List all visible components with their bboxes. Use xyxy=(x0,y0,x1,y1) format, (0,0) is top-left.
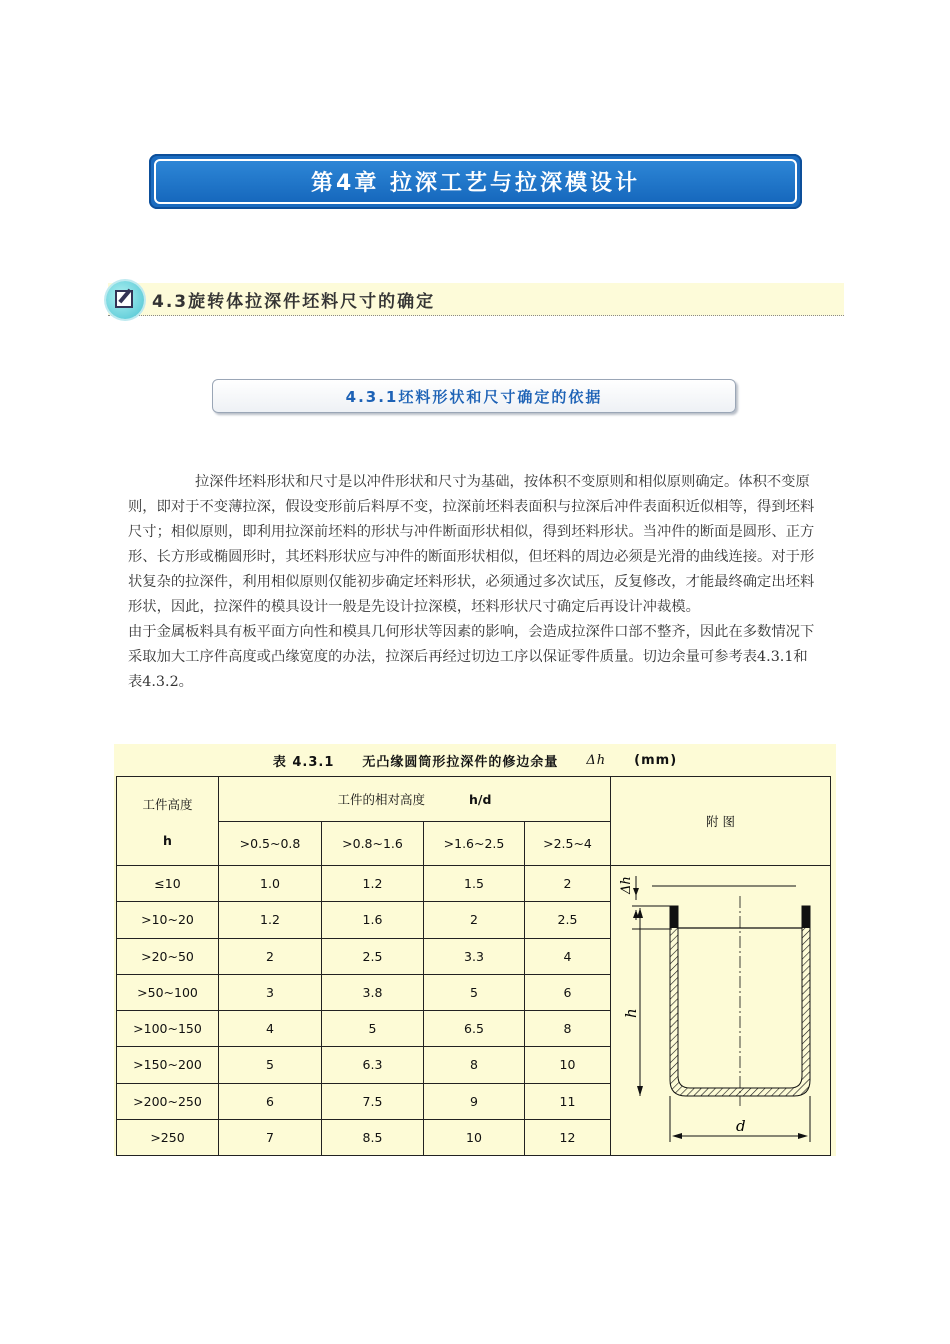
cell: 2 xyxy=(219,938,322,974)
table-caption-id: 表 4.3.1 xyxy=(272,754,335,770)
header-relative-label: 工件的相对高度 xyxy=(337,791,426,807)
column-header: >1.6~2.5 xyxy=(424,821,525,866)
trim-allowance-table xyxy=(116,776,831,1156)
body-text xyxy=(128,470,818,695)
cell: 3.8 xyxy=(322,974,424,1010)
cell: 7 xyxy=(219,1119,322,1155)
row-height: >100~150 xyxy=(117,1011,219,1047)
header-height-symbol: h xyxy=(163,832,172,848)
chapter-banner xyxy=(149,154,802,209)
cell: 5 xyxy=(322,1011,424,1047)
cell: 10 xyxy=(525,1047,611,1083)
header-hd: h/d xyxy=(469,791,492,807)
cell: 1.2 xyxy=(322,866,424,902)
cell: 1.0 xyxy=(219,866,322,902)
cell: 9 xyxy=(424,1083,525,1119)
h-label: h xyxy=(621,1008,640,1018)
cell: 12 xyxy=(525,1119,611,1155)
header-relative-height xyxy=(219,777,611,822)
paragraph: 拉深件坯料形状和尺寸是以冲件形状和尺寸为基础，按体积不变原则和相似原则确定。体积不变原则，即对于不变薄拉深，假设变形前后料厚不变，拉深前坯料表面积与拉深后冲件表面积近似相等，得到坯料尺寸；相似原则，即利用拉深前坯料的形状与冲件断面形状相似，得到坯料形状。当冲件的断面是圆形、正方形、长方形或椭圆形时，其坯料形状应与冲件的断面形状相似，但坯料的周边必须是光滑的曲线连接。对于形状复杂的拉深件，利用相似原则仅能初步确定坯料形状，必须通过多次试压，反复修改，才能最终确定出坯料形状，因此，拉深件的模具设计一般是先设计拉深模，坯料形状尺寸确定后再设计冲裁模。 xyxy=(128,474,815,615)
row-height: >10~20 xyxy=(117,902,219,938)
cell: 2.5 xyxy=(525,902,611,938)
row-height: >150~200 xyxy=(117,1047,219,1083)
cell: 4 xyxy=(219,1011,322,1047)
cell: 5 xyxy=(424,974,525,1010)
cell: 5 xyxy=(219,1047,322,1083)
cell: 6.5 xyxy=(424,1011,525,1047)
column-header: >0.8~1.6 xyxy=(322,821,424,866)
section-title: 4.3旋转体拉深件坯料尺寸的确定 xyxy=(152,292,436,312)
row-height: >50~100 xyxy=(117,974,219,1010)
cell: 1.2 xyxy=(219,902,322,938)
header-height-cell xyxy=(117,777,219,866)
table-row xyxy=(117,866,831,902)
table-caption-symbol: Δh xyxy=(586,752,607,768)
cell: 3.3 xyxy=(424,938,525,974)
header-figure: 附 图 xyxy=(611,777,831,866)
row-height: >250 xyxy=(117,1119,219,1155)
column-header: >2.5~4 xyxy=(525,821,611,866)
cell: 10 xyxy=(424,1119,525,1155)
cell: 6 xyxy=(525,974,611,1010)
header-height-label: 工件高度 xyxy=(142,796,193,812)
table-caption xyxy=(114,744,836,776)
cell: 1.6 xyxy=(322,902,424,938)
row-height: >200~250 xyxy=(117,1083,219,1119)
subsection-box xyxy=(212,379,736,413)
chapter-title: 第4章 拉深工艺与拉深模设计 xyxy=(311,171,640,196)
table-caption-unit: (mm) xyxy=(634,752,678,768)
row-height: >20~50 xyxy=(117,938,219,974)
chapter-banner-inner xyxy=(154,159,797,204)
cell: 6 xyxy=(219,1083,322,1119)
dh-label: Δh xyxy=(618,876,634,894)
column-header: >0.5~0.8 xyxy=(219,821,322,866)
cell: 2 xyxy=(525,866,611,902)
subsection-title: 4.3.1坯料形状和尺寸确定的依据 xyxy=(345,387,603,406)
table-caption-title: 无凸缘圆筒形拉深件的修边余量 xyxy=(362,754,559,770)
cell: 2 xyxy=(424,902,525,938)
cell: 3 xyxy=(219,974,322,1010)
paragraph: 由于金属板料具有板平面方向性和模具几何形状等因素的影响，会造成拉深件口部不整齐，因此在多数情况下采取加大工序件高度或凸缘宽度的办法，拉深后再经过切边工序以保证零件质量。切边余量可参考表4.3.1和表4.3.2。 xyxy=(128,624,815,690)
figure-cell xyxy=(611,866,831,1156)
cell: 8.5 xyxy=(322,1119,424,1155)
note-icon xyxy=(106,281,144,319)
cell: 8 xyxy=(424,1047,525,1083)
d-label: d xyxy=(735,1117,746,1135)
cell: 7.5 xyxy=(322,1083,424,1119)
pencil-icon xyxy=(115,290,133,308)
cylinder-cup-diagram xyxy=(612,866,830,1152)
cell: 8 xyxy=(525,1011,611,1047)
row-height: ≤10 xyxy=(117,866,219,902)
cell: 6.3 xyxy=(322,1047,424,1083)
cell: 11 xyxy=(525,1083,611,1119)
cell: 1.5 xyxy=(424,866,525,902)
cell: 2.5 xyxy=(322,938,424,974)
cell: 4 xyxy=(525,938,611,974)
